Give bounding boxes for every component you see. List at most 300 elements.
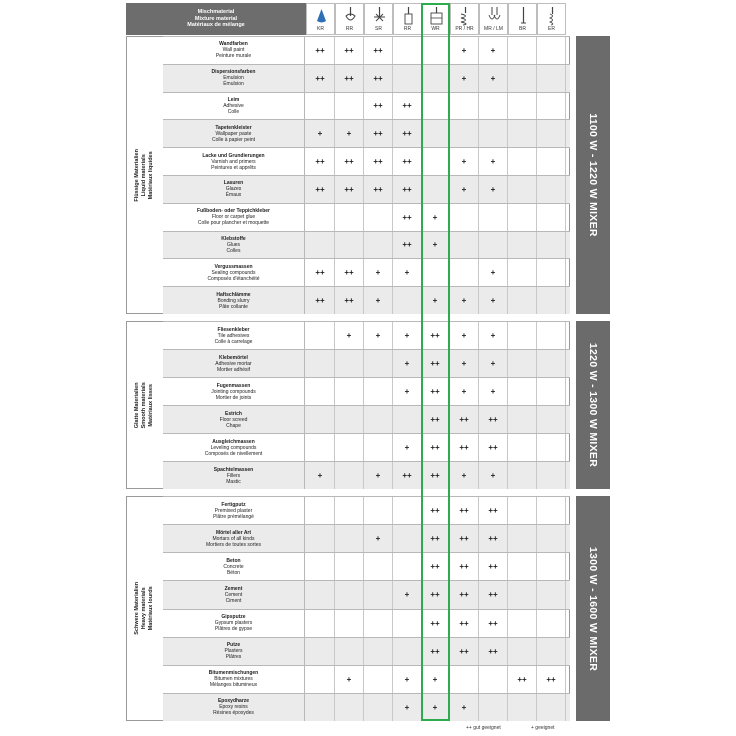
table-row xyxy=(163,637,570,665)
column-code: SR xyxy=(375,26,382,32)
rating-cell: + xyxy=(393,259,422,286)
rating-cell: ++ xyxy=(479,553,508,580)
material-name xyxy=(163,232,305,259)
rating-cell xyxy=(450,232,479,259)
material-name-line: Tapetenkleister xyxy=(215,124,252,131)
star-paddle-icon xyxy=(365,6,392,26)
material-name xyxy=(163,666,305,693)
material-name-line: Haftschlämme xyxy=(216,291,251,298)
rating-cell: ++ xyxy=(421,525,450,552)
table-row xyxy=(163,321,570,349)
material-name-line: Emulsion xyxy=(223,75,244,82)
power-band-label: 1300 W - 1600 W MIXER xyxy=(587,546,599,671)
rating-cell xyxy=(537,497,566,524)
section-label-line: Schwere Materialien xyxy=(134,582,141,635)
table-row xyxy=(163,203,570,231)
material-name-line: Mortier de joints xyxy=(215,394,252,401)
table-row xyxy=(163,524,570,552)
material-name-line: Vergussmassen xyxy=(214,263,253,270)
column-code: PR / HR xyxy=(455,26,474,32)
table-row xyxy=(163,433,570,461)
twist-paddle-icon xyxy=(336,6,363,26)
rating-cell xyxy=(450,204,479,231)
rating-cell: ++ xyxy=(479,434,508,461)
rating-cell xyxy=(306,322,335,349)
rating-cell: ++ xyxy=(421,462,450,489)
rating-cell: ++ xyxy=(393,176,422,203)
rating-cell xyxy=(508,462,537,489)
rating-cell: ++ xyxy=(450,638,479,665)
rating-cell xyxy=(537,694,566,721)
rating-cell: ++ xyxy=(450,525,479,552)
material-name xyxy=(163,176,305,203)
rating-cell xyxy=(537,93,566,120)
rating-cell xyxy=(306,93,335,120)
table-row xyxy=(163,609,570,637)
column-header xyxy=(306,3,335,35)
table-row xyxy=(163,92,570,120)
material-name-line: Adhesive mortar xyxy=(215,360,252,367)
rating-cell xyxy=(306,581,335,608)
rating-cell xyxy=(508,322,537,349)
rating-cell xyxy=(508,37,537,64)
rating-cell xyxy=(537,350,566,377)
material-name-line: Tile adhesives xyxy=(217,332,250,339)
section-label-text xyxy=(134,582,155,635)
rating-cell xyxy=(537,434,566,461)
column-header xyxy=(537,3,566,35)
spiral-paddle-icon xyxy=(394,6,421,26)
material-name xyxy=(163,497,305,524)
rating-cell: ++ xyxy=(421,553,450,580)
spiral-rod-icon xyxy=(538,6,565,26)
rating-cell xyxy=(364,553,393,580)
rating-cell: ++ xyxy=(421,581,450,608)
rating-cell: + xyxy=(450,287,479,314)
rating-cell xyxy=(306,350,335,377)
table-header-title xyxy=(126,3,306,35)
rating-cell xyxy=(306,666,335,693)
material-name xyxy=(163,462,305,489)
rating-cell xyxy=(537,176,566,203)
rating-cell: + xyxy=(393,322,422,349)
rating-cell xyxy=(393,553,422,580)
rating-cell: ++ xyxy=(393,232,422,259)
material-name-line: Zement xyxy=(224,585,243,592)
material-name-line: Cement xyxy=(224,591,243,598)
rating-cell xyxy=(306,232,335,259)
rating-cell xyxy=(450,120,479,147)
rating-cell xyxy=(421,93,450,120)
material-name xyxy=(163,204,305,231)
rating-cell xyxy=(364,204,393,231)
power-band xyxy=(576,36,610,314)
rating-cell: + xyxy=(393,350,422,377)
material-name-line: Floor or carpet glue xyxy=(211,214,256,221)
table-row xyxy=(163,286,570,314)
rating-cell: + xyxy=(450,148,479,175)
table-row xyxy=(163,349,570,377)
rating-cell xyxy=(335,204,364,231)
rating-cell: + xyxy=(364,322,393,349)
rating-cell xyxy=(364,378,393,405)
rating-cell: ++ xyxy=(364,37,393,64)
material-name-line: Béton xyxy=(226,569,241,576)
rating-cell xyxy=(335,378,364,405)
rating-cell xyxy=(537,259,566,286)
rating-cell xyxy=(393,497,422,524)
rating-cell xyxy=(479,232,508,259)
material-name-line: Fußboden- oder Teppichkleber xyxy=(197,208,270,215)
column-header xyxy=(364,3,393,35)
column-code: KR xyxy=(317,26,324,32)
rating-cell xyxy=(393,610,422,637)
rating-cell: ++ xyxy=(393,120,422,147)
rating-cell xyxy=(537,120,566,147)
table-row xyxy=(163,405,570,433)
material-name-line: Mortars of all kinds xyxy=(212,535,255,542)
rating-cell xyxy=(306,553,335,580)
rating-cell xyxy=(537,287,566,314)
material-name-line: Colle à carrelage xyxy=(214,338,253,345)
rating-cell: ++ xyxy=(508,666,537,693)
table-row xyxy=(163,147,570,175)
rating-cell xyxy=(508,259,537,286)
rod-paddle-icon xyxy=(509,6,536,26)
material-name-line: Wall paint xyxy=(222,47,245,54)
rating-cell xyxy=(364,581,393,608)
table-row xyxy=(163,36,570,64)
rating-cell xyxy=(364,434,393,461)
rating-cell: + xyxy=(479,350,508,377)
material-name-line: Lasuren xyxy=(223,180,244,187)
rating-cell: ++ xyxy=(364,148,393,175)
table-row xyxy=(163,496,570,524)
material-name xyxy=(163,638,305,665)
material-name-line: Mortier adhésif xyxy=(216,366,251,373)
material-name-line: Colles xyxy=(226,247,241,254)
material-name xyxy=(163,525,305,552)
material-name-line: Peinture murale xyxy=(215,53,252,60)
material-name-line: Fillers xyxy=(226,472,241,479)
rating-cell: + xyxy=(450,462,479,489)
rating-cell xyxy=(335,581,364,608)
material-name-line: Klebstoffe xyxy=(221,235,246,242)
material-name-line: Bitumenmischungen xyxy=(208,670,259,677)
material-name-line: Putze xyxy=(226,642,241,649)
rating-cell: + xyxy=(393,378,422,405)
table-row xyxy=(163,119,570,147)
table-row xyxy=(163,64,570,92)
table-row xyxy=(163,231,570,259)
rating-cell: ++ xyxy=(479,497,508,524)
rating-cell xyxy=(306,525,335,552)
rating-cell: + xyxy=(306,462,335,489)
double-paddle-icon xyxy=(480,6,507,26)
rating-cell xyxy=(537,638,566,665)
material-name-line: Colle xyxy=(227,108,240,115)
rating-cell: ++ xyxy=(335,148,364,175)
rating-cell: ++ xyxy=(393,148,422,175)
section-label xyxy=(126,36,163,314)
material-name-line: Plâtres de gypse xyxy=(214,626,253,633)
rating-cell: ++ xyxy=(306,287,335,314)
power-band xyxy=(576,496,610,721)
rating-cell xyxy=(537,148,566,175)
rating-cell xyxy=(479,694,508,721)
rating-cell xyxy=(335,694,364,721)
rating-cell: + xyxy=(393,434,422,461)
material-name-line: Colle pour plancher et moquette xyxy=(197,220,270,227)
rating-cell: ++ xyxy=(537,666,566,693)
rating-cell: ++ xyxy=(306,37,335,64)
rating-cell: + xyxy=(335,322,364,349)
column-code: WR xyxy=(431,26,440,32)
rating-cell: ++ xyxy=(479,581,508,608)
material-name xyxy=(163,610,305,637)
rating-cell: ++ xyxy=(450,610,479,637)
rating-cell xyxy=(393,287,422,314)
column-code: ER xyxy=(548,26,555,32)
rating-cell xyxy=(450,259,479,286)
rating-cell xyxy=(335,462,364,489)
material-name-line: Varnish and primers xyxy=(211,158,256,165)
rating-cell xyxy=(393,65,422,92)
rating-cell xyxy=(508,93,537,120)
material-name-line: Mélanges bitumineux xyxy=(209,682,258,689)
material-name xyxy=(163,148,305,175)
rating-cell: + xyxy=(479,37,508,64)
material-name-line: Wandfarben xyxy=(219,41,248,48)
material-name-line: Glazes xyxy=(225,186,242,193)
rating-cell: ++ xyxy=(479,406,508,433)
power-band-label: 1100 W - 1220 W MIXER xyxy=(587,113,600,237)
rating-cell xyxy=(421,65,450,92)
material-name xyxy=(163,37,305,64)
material-name-line: Klebemörtel xyxy=(219,354,248,361)
rating-cell: ++ xyxy=(364,93,393,120)
column-header xyxy=(479,3,508,35)
rating-cell xyxy=(537,553,566,580)
material-name-line: Bonding slurry xyxy=(217,297,250,304)
rating-cell: ++ xyxy=(450,434,479,461)
rating-cell xyxy=(335,525,364,552)
material-name-line: Fugenmassen xyxy=(216,382,251,389)
rating-cell xyxy=(335,232,364,259)
material-name xyxy=(163,406,305,433)
rating-cell: + xyxy=(421,287,450,314)
material-name-line: Chape xyxy=(226,422,241,429)
rating-cell xyxy=(508,694,537,721)
rating-cell xyxy=(306,406,335,433)
material-name-line: Gypsum plasters xyxy=(214,620,253,627)
rating-cell: ++ xyxy=(421,378,450,405)
table-row xyxy=(163,175,570,203)
material-name-line: Ausgleichmassen xyxy=(212,438,255,445)
rating-cell xyxy=(508,204,537,231)
rating-cell: + xyxy=(479,322,508,349)
rating-cell xyxy=(508,120,537,147)
rating-cell xyxy=(537,462,566,489)
rating-cell: ++ xyxy=(450,406,479,433)
material-name-line: Plasters xyxy=(224,648,243,655)
rating-cell xyxy=(335,553,364,580)
rating-cell xyxy=(537,65,566,92)
header-title-en: Mixture material xyxy=(194,15,238,22)
material-name xyxy=(163,350,305,377)
section-label-line: Matériaux lisses xyxy=(147,383,154,427)
column-header xyxy=(421,3,450,35)
rating-cell xyxy=(508,378,537,405)
rating-cell xyxy=(450,666,479,693)
drop-cone-icon xyxy=(307,6,334,26)
material-name-line: Jointing compounds xyxy=(211,388,256,395)
material-name-line: Colle à papier peint xyxy=(211,136,256,143)
rating-cell xyxy=(364,232,393,259)
rating-cell xyxy=(508,65,537,92)
rating-cell: ++ xyxy=(335,287,364,314)
material-name-line: Estrich xyxy=(225,410,242,417)
rating-cell: + xyxy=(479,148,508,175)
rating-cell xyxy=(537,322,566,349)
rating-cell: + xyxy=(393,581,422,608)
rating-cell: ++ xyxy=(393,204,422,231)
rating-cell xyxy=(537,406,566,433)
rating-cell xyxy=(537,610,566,637)
material-name-line: Adhesive xyxy=(223,102,244,109)
material-name xyxy=(163,322,305,349)
rating-cell xyxy=(508,434,537,461)
rating-cell: ++ xyxy=(393,93,422,120)
rating-cell: ++ xyxy=(364,176,393,203)
rating-cell: ++ xyxy=(421,406,450,433)
rating-cell: ++ xyxy=(335,65,364,92)
rating-cell xyxy=(537,378,566,405)
table-row xyxy=(163,377,570,405)
material-name-line: Mörtel aller Art xyxy=(215,529,252,536)
material-name-line: Beton xyxy=(226,557,241,564)
material-name-line: Composés d'étanchéité xyxy=(207,275,260,282)
material-name-line: Premixed plaster xyxy=(214,507,253,514)
rating-cell: + xyxy=(306,120,335,147)
material-name-line: Fertigputz xyxy=(221,501,246,508)
rating-cell: ++ xyxy=(364,65,393,92)
material-name xyxy=(163,65,305,92)
material-name-line: Composés de nivellement xyxy=(204,450,263,457)
rating-cell xyxy=(306,434,335,461)
material-name-line: Leim xyxy=(227,96,240,103)
material-name-line: Floor screed xyxy=(219,416,248,423)
rating-cell xyxy=(306,497,335,524)
rating-cell xyxy=(508,148,537,175)
section-label-text xyxy=(134,382,155,428)
rating-cell: + xyxy=(450,176,479,203)
rating-cell: ++ xyxy=(335,259,364,286)
rating-cell: ++ xyxy=(421,610,450,637)
rating-cell: ++ xyxy=(450,553,479,580)
legend-suitable: + geeignet xyxy=(531,725,555,731)
rating-cell xyxy=(537,232,566,259)
material-name-line: Gipsputze xyxy=(221,614,246,621)
column-header xyxy=(335,3,364,35)
rating-cell: ++ xyxy=(421,638,450,665)
rating-cell xyxy=(335,434,364,461)
rating-cell xyxy=(364,610,393,637)
material-name xyxy=(163,694,305,721)
material-name-line: Sealing compounds xyxy=(211,269,256,276)
table-row xyxy=(163,461,570,489)
rating-cell: ++ xyxy=(450,581,479,608)
rating-cell xyxy=(537,581,566,608)
rating-cell xyxy=(508,350,537,377)
column-header xyxy=(393,3,422,35)
rating-cell: + xyxy=(364,525,393,552)
rating-cell xyxy=(364,350,393,377)
material-name xyxy=(163,581,305,608)
helix-paddle-icon xyxy=(451,6,478,26)
rating-cell xyxy=(508,406,537,433)
rating-cell xyxy=(508,525,537,552)
material-name-line: Epoxy resins xyxy=(219,704,248,711)
rating-cell: ++ xyxy=(306,259,335,286)
table-row xyxy=(163,580,570,608)
rating-cell xyxy=(306,378,335,405)
section-label-line: Liquid materials xyxy=(141,153,148,197)
rating-cell: ++ xyxy=(393,462,422,489)
material-name-line: Wallpaper paste xyxy=(215,130,252,137)
rating-cell xyxy=(508,497,537,524)
rating-cell: + xyxy=(421,204,450,231)
material-name-line: Émaux xyxy=(225,192,242,199)
material-name-line: Peintures et apprêts xyxy=(211,164,256,171)
material-name-line: Epoxydharze xyxy=(217,698,250,705)
material-name-line: Bitumen mixtures xyxy=(214,676,253,683)
rating-cell xyxy=(335,350,364,377)
material-name-line: Dispersionsfarben xyxy=(211,69,256,76)
rating-cell xyxy=(364,694,393,721)
rating-cell xyxy=(479,120,508,147)
rating-cell: ++ xyxy=(306,176,335,203)
column-code: MR / LM xyxy=(484,26,503,32)
column-header xyxy=(450,3,479,35)
material-name-line: Plâtres xyxy=(225,654,242,661)
rating-cell: + xyxy=(450,322,479,349)
rating-cell: ++ xyxy=(479,638,508,665)
rating-cell xyxy=(508,581,537,608)
material-name-line: Spachtelmassen xyxy=(213,466,254,473)
column-code: RR xyxy=(403,26,412,32)
rating-cell xyxy=(537,37,566,64)
rating-cell xyxy=(508,610,537,637)
section-label-line: Smooth materials xyxy=(141,381,148,429)
power-band xyxy=(576,321,610,489)
material-name-line: Pâte collante xyxy=(219,303,248,310)
rating-cell xyxy=(537,525,566,552)
rating-cell xyxy=(421,176,450,203)
rating-cell: ++ xyxy=(450,497,479,524)
material-name xyxy=(163,93,305,120)
rating-cell: ++ xyxy=(306,65,335,92)
section-label xyxy=(126,496,163,721)
rating-cell xyxy=(508,176,537,203)
material-name-line: Plâtre prémélangé xyxy=(213,513,254,520)
material-name xyxy=(163,120,305,147)
rating-cell xyxy=(421,120,450,147)
material-name-line: Leveling compounds xyxy=(210,444,257,451)
power-band-label: 1220 W - 1300 W MIXER xyxy=(587,342,599,468)
rating-cell: + xyxy=(479,378,508,405)
rating-cell: + xyxy=(364,259,393,286)
